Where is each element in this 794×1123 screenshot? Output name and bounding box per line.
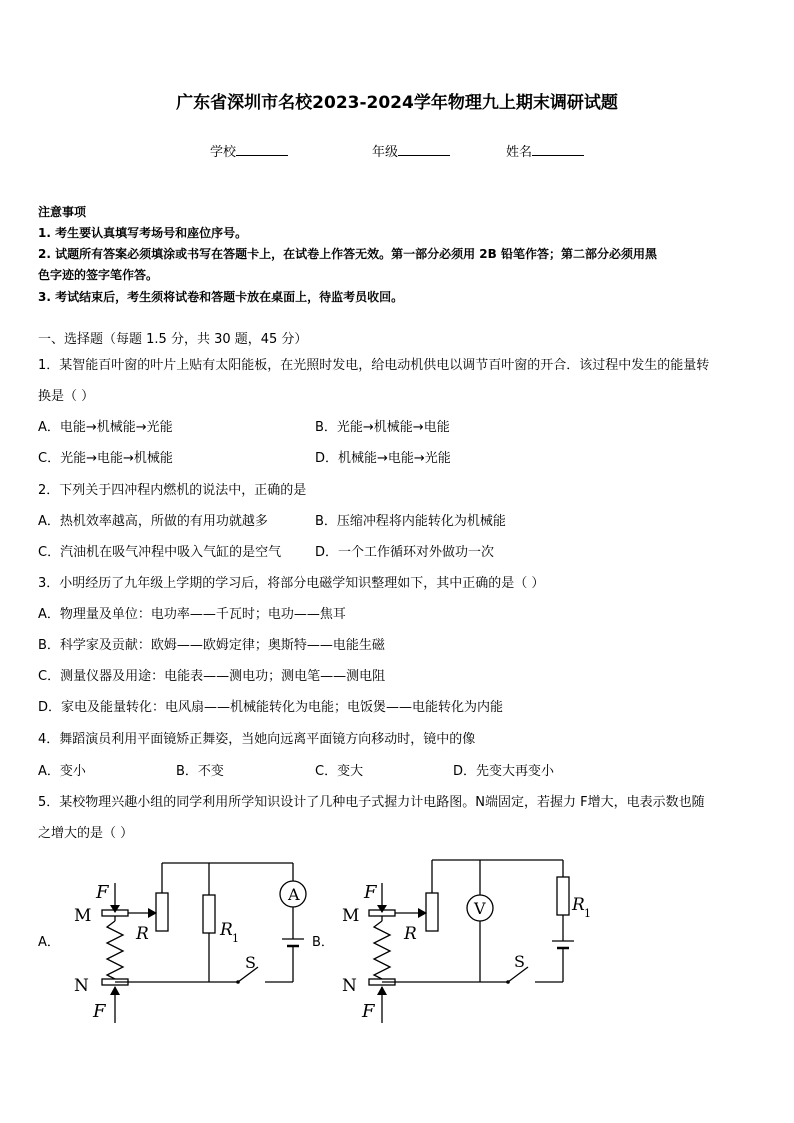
resistor-subscript: 1 bbox=[584, 907, 591, 920]
q2-option-a: A．热机效率越高，所做的有用功就越多 bbox=[38, 514, 268, 529]
q1-stem: 1．某智能百叶窗的叶片上贴有太阳能板，在光照时发电，给电动机供电以调节百叶窗的开合．该过程中发生的能量转 bbox=[38, 358, 710, 373]
q2-option-b: B．压缩冲程将内能转化为机械能 bbox=[315, 514, 506, 529]
q1-option-a: A．电能→机械能→光能 bbox=[38, 420, 173, 435]
end-label-m: M bbox=[74, 906, 92, 926]
q4-option-d: D．先变大再变小 bbox=[453, 764, 555, 779]
grade-label: 年级 bbox=[372, 145, 399, 160]
q2-stem: 2．下列关于四冲程内燃机的说法中，正确的是 bbox=[38, 483, 307, 498]
q5-stem-cont: 之增大的是（ ） bbox=[38, 826, 134, 841]
q3-option-a: A．物理量及单位：电功率——千瓦时；电功——焦耳 bbox=[38, 607, 346, 622]
q1-option-c: C．光能→电能→机械能 bbox=[38, 451, 173, 466]
force-label-bottom: F bbox=[93, 1001, 106, 1022]
q2-option-d: D．一个工作循环对外做功一次 bbox=[315, 545, 495, 560]
page-title: 广东省深圳市名校2023-2024学年物理九上期末调研试题 bbox=[176, 93, 618, 113]
q1-option-d: D．机械能→电能→光能 bbox=[315, 451, 451, 466]
end-label-m: M bbox=[342, 906, 360, 926]
section-heading: 一、选择题（每题 1.5 分，共 30 题，45 分） bbox=[38, 332, 308, 347]
end-label-n: N bbox=[74, 976, 89, 996]
notice-item-2-cont: 色字迹的签字笔作答。 bbox=[38, 268, 159, 282]
q5-option-a-label: A． bbox=[38, 935, 60, 950]
voltmeter-label: V bbox=[474, 899, 486, 918]
q5-option-b-label: B． bbox=[312, 935, 334, 950]
q5-stem: 5．某校物理兴趣小组的同学利用所学知识设计了几种电子式握力计电路图。N端固定，若握力 F增大，电表示数也随 bbox=[38, 795, 705, 810]
force-label-top: F bbox=[364, 882, 377, 903]
q1-option-b: B．光能→机械能→电能 bbox=[315, 420, 450, 435]
q3-option-b: B．科学家及贡献：欧姆——欧姆定律；奥斯特——电能生磁 bbox=[38, 638, 385, 653]
circuit-diagram-b bbox=[332, 855, 602, 1030]
notice-item-3: 3. 考试结束后，考生须将试卷和答题卡放在桌面上，待监考员收回。 bbox=[38, 290, 404, 304]
rheostat-label: R bbox=[136, 924, 149, 944]
q4-option-c: C．变大 bbox=[315, 764, 364, 779]
q4-option-b: B．不变 bbox=[176, 764, 224, 779]
grade-field bbox=[372, 141, 450, 160]
notice-item-2: 2. 试题所有答案必须填涂或书写在答题卡上，在试卷上作答无效。第一部分必须用 2B 铅笔作答；第二部分必须用黑 bbox=[38, 247, 657, 261]
school-label: 学校 bbox=[210, 145, 237, 160]
switch-label: S bbox=[245, 953, 256, 972]
school-blank bbox=[236, 143, 288, 156]
circuit-diagram-a bbox=[60, 855, 320, 1030]
switch-label: S bbox=[514, 952, 525, 971]
rheostat-label: R bbox=[404, 924, 417, 944]
q2-option-c: C．汽油机在吸气冲程中吸入气缸的是空气 bbox=[38, 545, 282, 560]
resistor-label: R bbox=[572, 895, 585, 915]
ammeter-label: A bbox=[288, 885, 300, 904]
q4-stem: 4．舞蹈演员利用平面镜矫正舞姿，当她向远离平面镜方向移动时，镜中的像 bbox=[38, 732, 476, 747]
q3-option-d: D．家电及能量转化：电风扇——机械能转化为电能；电饭煲——电能转化为内能 bbox=[38, 700, 504, 715]
school-field bbox=[210, 141, 288, 160]
name-label: 姓名 bbox=[506, 145, 533, 160]
q3-stem: 3．小明经历了九年级上学期的学习后，将部分电磁学知识整理如下，其中正确的是（ ） bbox=[38, 576, 545, 591]
force-label-bottom: F bbox=[362, 1001, 375, 1022]
notice-heading: 注意事项 bbox=[38, 205, 87, 219]
q4-option-a: A．变小 bbox=[38, 764, 86, 779]
grade-blank bbox=[398, 143, 450, 156]
resistor-label: R bbox=[220, 920, 233, 940]
name-field bbox=[506, 141, 584, 160]
q3-option-c: C．测量仪器及用途：电能表——测电功；测电笔——测电阻 bbox=[38, 669, 386, 684]
name-blank bbox=[532, 143, 584, 156]
resistor-subscript: 1 bbox=[232, 932, 239, 945]
force-label-top: F bbox=[96, 882, 109, 903]
q1-stem-cont: 换是（ ） bbox=[38, 389, 95, 404]
notice-item-1: 1. 考生要认真填写考场号和座位序号。 bbox=[38, 226, 248, 240]
end-label-n: N bbox=[342, 976, 357, 996]
